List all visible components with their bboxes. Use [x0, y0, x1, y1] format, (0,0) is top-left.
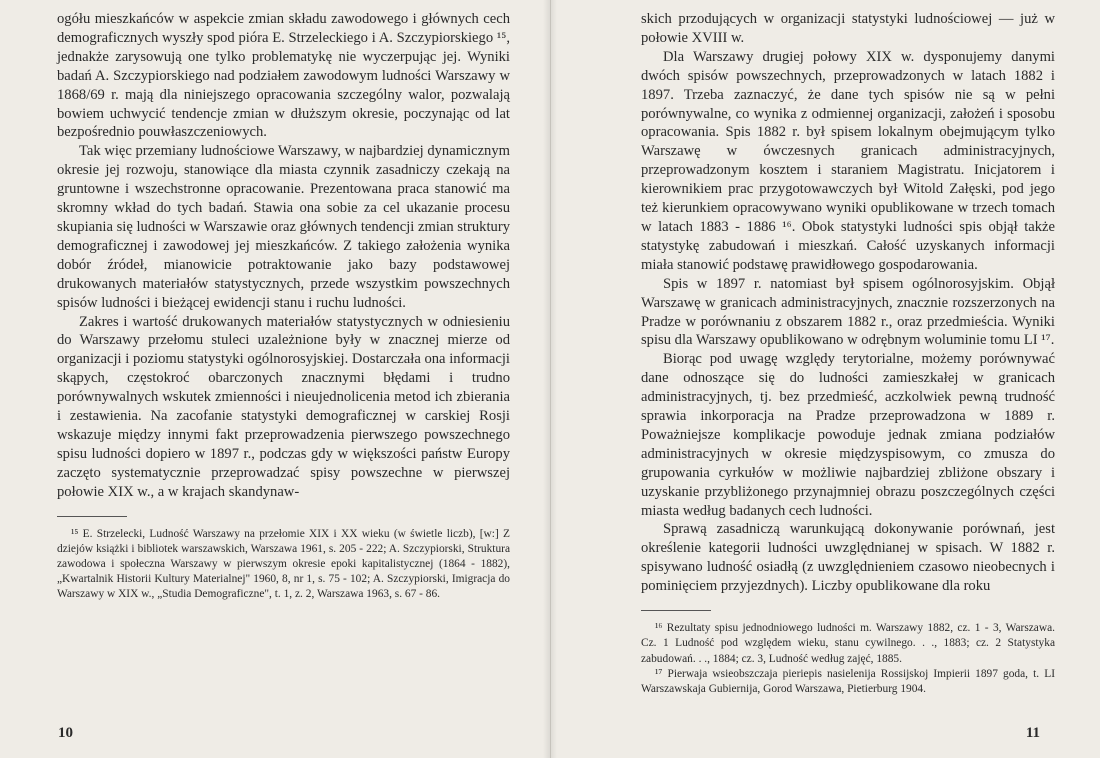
left-paragraph-3: Zakres i wartość drukowanych materiałów statystycznych w odniesieniu do Warszawy przełomu stuleci uzależnione były w znacznej mierze od organizacji i poziomu statystyki ogólnorosyjskiej. Dostarczała ona informacji skąpych, częstokroć obarczonych znacznymi błędami i trudno porównywalnych wskutek zmienności i nieujednolicenia metod ich zbierania i zestawienia. Na zacofanie statystyki demograficznej w carskiej Rosji wskazuje między innymi fakt przeprowadzenia pierwszego powszechnego spisu ludności dopiero w 1897 r., podczas gdy w większości państw Europy zaczęto systematycznie przeprowadzać spisy powszechne w pierwszej połowie XIX w., a w krajach skandynaw- [57, 313, 510, 500]
right-footnotes [641, 621, 1055, 697]
right-paragraph-2: Dla Warszawy drugiej połowy XIX w. dysponujemy danymi dwóch spisów powszechnych, przeprowadzonych w latach 1882 i 1897. Trzeba zaznaczyć, że dane tych spisów nie są w pełni porównywalne, co wynika z odmiennej organizacji, założeń i sposobu opracowania. Spis 1882 r. był spisem lokalnym obejmującym tylko Warszawę w ówczesnych granicach administracyjnych, przeprowadzonym kosztem i staraniem Magistratu. Inicjatorem i kierownikiem prac przygotowawczych był Witold Załęski, pod jego też kierunkiem opracowywano wyniki opublikowane w trzech tomach w latach 1883 - 1886 ¹⁶. Obok statystyki ludności spis objął także statystykę zabudowań i mieszkań. Całość uzyskanych informacji miała stanowić podstawę prawidłowego gospodarowania. [641, 48, 1055, 273]
right-paragraph-1: skich przodujących w organizacji statystyki ludnościowej — już w połowie XVIII w. [641, 11, 1055, 46]
left-body-text [57, 10, 510, 502]
right-paragraph-4: Biorąc pod uwagę względy terytorialne, możemy porównywać dane odnoszące się do ludności zamieszkałej w granicach administracyjnych, tj. bez przedmieść, aczkolwiek pewną trudność sprawia inkorporacja na Pradze przeprowadzona w 1889 r. Poważniejsze komplikacje powoduje jednak zmiana podziałów administracyjnych w okresie międzyspisowym, co zmusza do grupowania cyrkułów w możliwie najbardziej zbliżone obszary i uzyskanie przybliżonego przynajmniej obrazu poszczególnych części miasta według badanych cech ludności. [641, 351, 1055, 519]
right-page [550, 0, 1100, 758]
right-body-text [641, 10, 1055, 596]
right-paragraph-5: Sprawą zasadniczą warunkującą dokonywanie porównań, jest określenie kategorii ludności uwzględnianej w spisach. W 1882 r. spisywano ludność osiadłą (z uwzględnieniem czasowo nieobecnych i pominięciem przyjezdnych). Liczby opublikowane dla roku [641, 521, 1055, 595]
left-paragraph-2: Tak więc przemiany ludnościowe Warszawy, w najbardziej dynamicznym okresie jej rozwoju, stanowiące dla miasta czynnik zasadniczy czekają na gruntowne i wszechstronne opracowanie. Prezentowana praca stanowić ma skromny wkład do tych badań. Stawia ona sobie za cel ukazanie procesu skupiania się ludności w Warszawie oraz głównych tendencji zmian struktury demograficznej i zawodowej jej mieszkańców. Z takiego założenia wynika dobór źródeł, mianowicie potraktowanie jako bazy podstawowej drukowanych materiałów statystycznych, przede wszystkim powszechnych spisów ludności i bieżącej ewidencji stanu i ruchu ludności. [57, 143, 510, 311]
right-paragraph-3: Spis w 1897 r. natomiast był spisem ogólnorosyjskim. Objął Warszawę w granicach administracyjnych, znacznie rozszerzonych na Pradze w porównaniu z obszarem 1882 r., oraz przedmieścia. Wyniki spisu dla Warszawy opublikowano w odrębnym woluminie tomu LI ¹⁷. [641, 275, 1055, 349]
footnote-15: ¹⁵ E. Strzelecki, Ludność Warszawy na przełomie XIX i XX wieku (w świetle liczb), [w:] Z dziejów książki i bibliotek warszawskich, Warszawa 1961, s. 205 - 222; A. Szczypiorski, Struktura zawodowa i społeczna Warszawy w pierwszym okresie epoki kapitalistycznej (1864 - 1882), „Kwartalnik Historii Kultury Materialnej" 1960, 8, nr 1, s. 75 - 102; A. Szczypiorski, Imigracja do Warszawy w XIX w., „Studia Demograficzne", t. 1, z. 2, Warszawa 1963, s. 67 - 86. [57, 527, 510, 601]
footnote-17: ¹⁷ Pierwaja wsieobszczaja pieriepis nasielenija Rossijskoj Impierii 1897 goda, t. LI Warszawskaja Gubiernija, Gorod Warszawa, Pietierburg 1904. [641, 667, 1055, 695]
book-gutter [543, 0, 557, 758]
footnote-16: ¹⁶ Rezultaty spisu jednodniowego ludności m. Warszawy 1882, cz. 1 - 3, Warszawa. Cz. 1 Ludność pod względem wieku, stanu cywilnego. . ., 1883; cz. 2 Statystyka zabudowań. . ., 1884; cz. 3, Ludność według zajęć, 1885. [641, 622, 1055, 665]
footnote-rule [641, 610, 711, 611]
left-paragraph-1: ogółu mieszkańców w aspekcie zmian składu zawodowego i głównych cech demograficznych wyszły spod pióra E. Strzeleckiego i A. Szczypiorskiego ¹⁵, jednakże zarysowują one tylko problematykę nie wyczerpując jej. Wyniki badań A. Szczypiorskiego nad podziałem zawodowym ludności Warszawy w 1868/69 r. mają dla niniejszego opracowania szczególny walor, pozwalają bowiem uchwycić tendencje zmian w dłuższym okresie, poczynając od lat bezpośrednio pouwłaszczeniowych. [57, 11, 510, 141]
page-number-left: 10 [58, 725, 73, 741]
footnote-rule [57, 516, 127, 517]
left-footnotes [57, 527, 510, 603]
page-number-right: 11 [1025, 725, 1040, 741]
